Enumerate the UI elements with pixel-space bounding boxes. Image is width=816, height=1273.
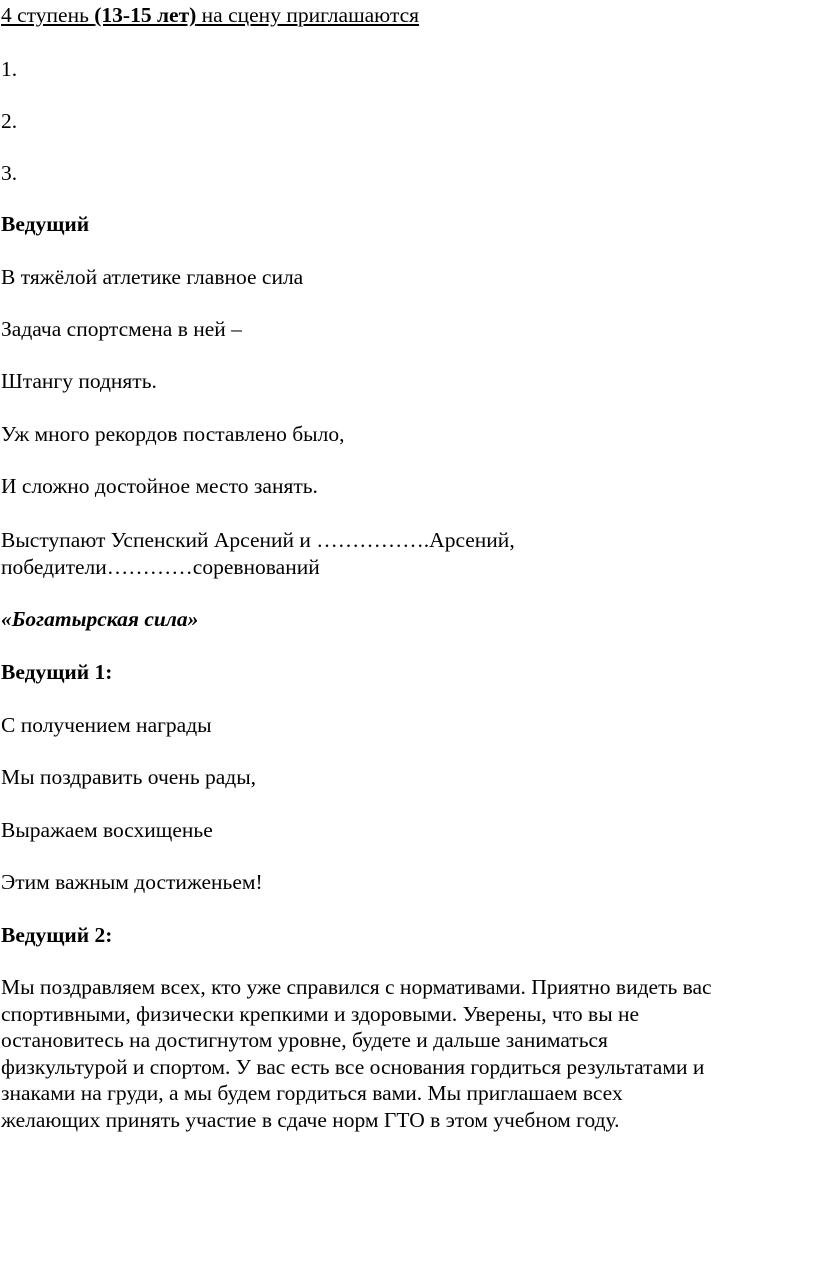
poem-line-1: В тяжёлой атлетике главное сила [1, 265, 304, 289]
poem-line-3: Штангу поднять. [1, 369, 157, 393]
host1-line-4: Этим важным достиженьем! [1, 870, 263, 894]
heading-age-group: (13-15 лет) [94, 3, 197, 27]
host1-label: Ведущий 1: [1, 660, 113, 684]
numbered-item-3: 3. [1, 161, 18, 185]
closing-line-2: спортивными, физически крепкими и здоровыми. Уверены, что вы не [1, 1001, 640, 1026]
closing-line-1: Мы поздравляем всех, кто уже справился с нормативами. Приятно видеть вас [1, 975, 712, 999]
performers-line-1: Выступают Успенский Арсений и …………….Арсений, [1, 528, 515, 552]
closing-line-6: желающих принять участие в сдаче норм ГТО в этом учебном году. [1, 1107, 620, 1132]
poem-line-2: Задача спортсмена в ней – [1, 317, 242, 341]
closing-line-3: остановитесь на достигнутом уровне, будете и дальше заниматься [1, 1028, 608, 1052]
heading-suffix: на сцену приглашаются [196, 3, 420, 27]
poem-line-4: Уж много рекордов поставлено было, [1, 422, 345, 446]
host1-line-3: Выражаем восхищенье [1, 818, 213, 842]
closing-paragraph [1, 974, 815, 1133]
act-title: «Богатырская сила» [1, 607, 199, 631]
host1-line-2: Мы поздравить очень рады, [1, 765, 257, 789]
host2-label: Ведущий 2: [1, 923, 113, 947]
stage-heading [1, 2, 419, 29]
performers-line-2: победители…………соревнований [1, 554, 320, 579]
numbered-item-2: 2. [1, 109, 18, 133]
performers-paragraph [1, 527, 815, 580]
host1-line-1: С получением награды [1, 713, 212, 737]
heading-prefix: 4 ступень [1, 3, 95, 27]
closing-line-5: знаками на груди, а мы будем гордиться вами. Мы приглашаем всех [1, 1081, 623, 1105]
closing-line-4: физкультурой и спортом. У вас есть все основания гордиться результатами и [1, 1054, 705, 1079]
numbered-item-1: 1. [1, 57, 18, 81]
poem-line-5: И сложно достойное место занять. [1, 474, 318, 498]
host-label: Ведущий [1, 212, 90, 236]
